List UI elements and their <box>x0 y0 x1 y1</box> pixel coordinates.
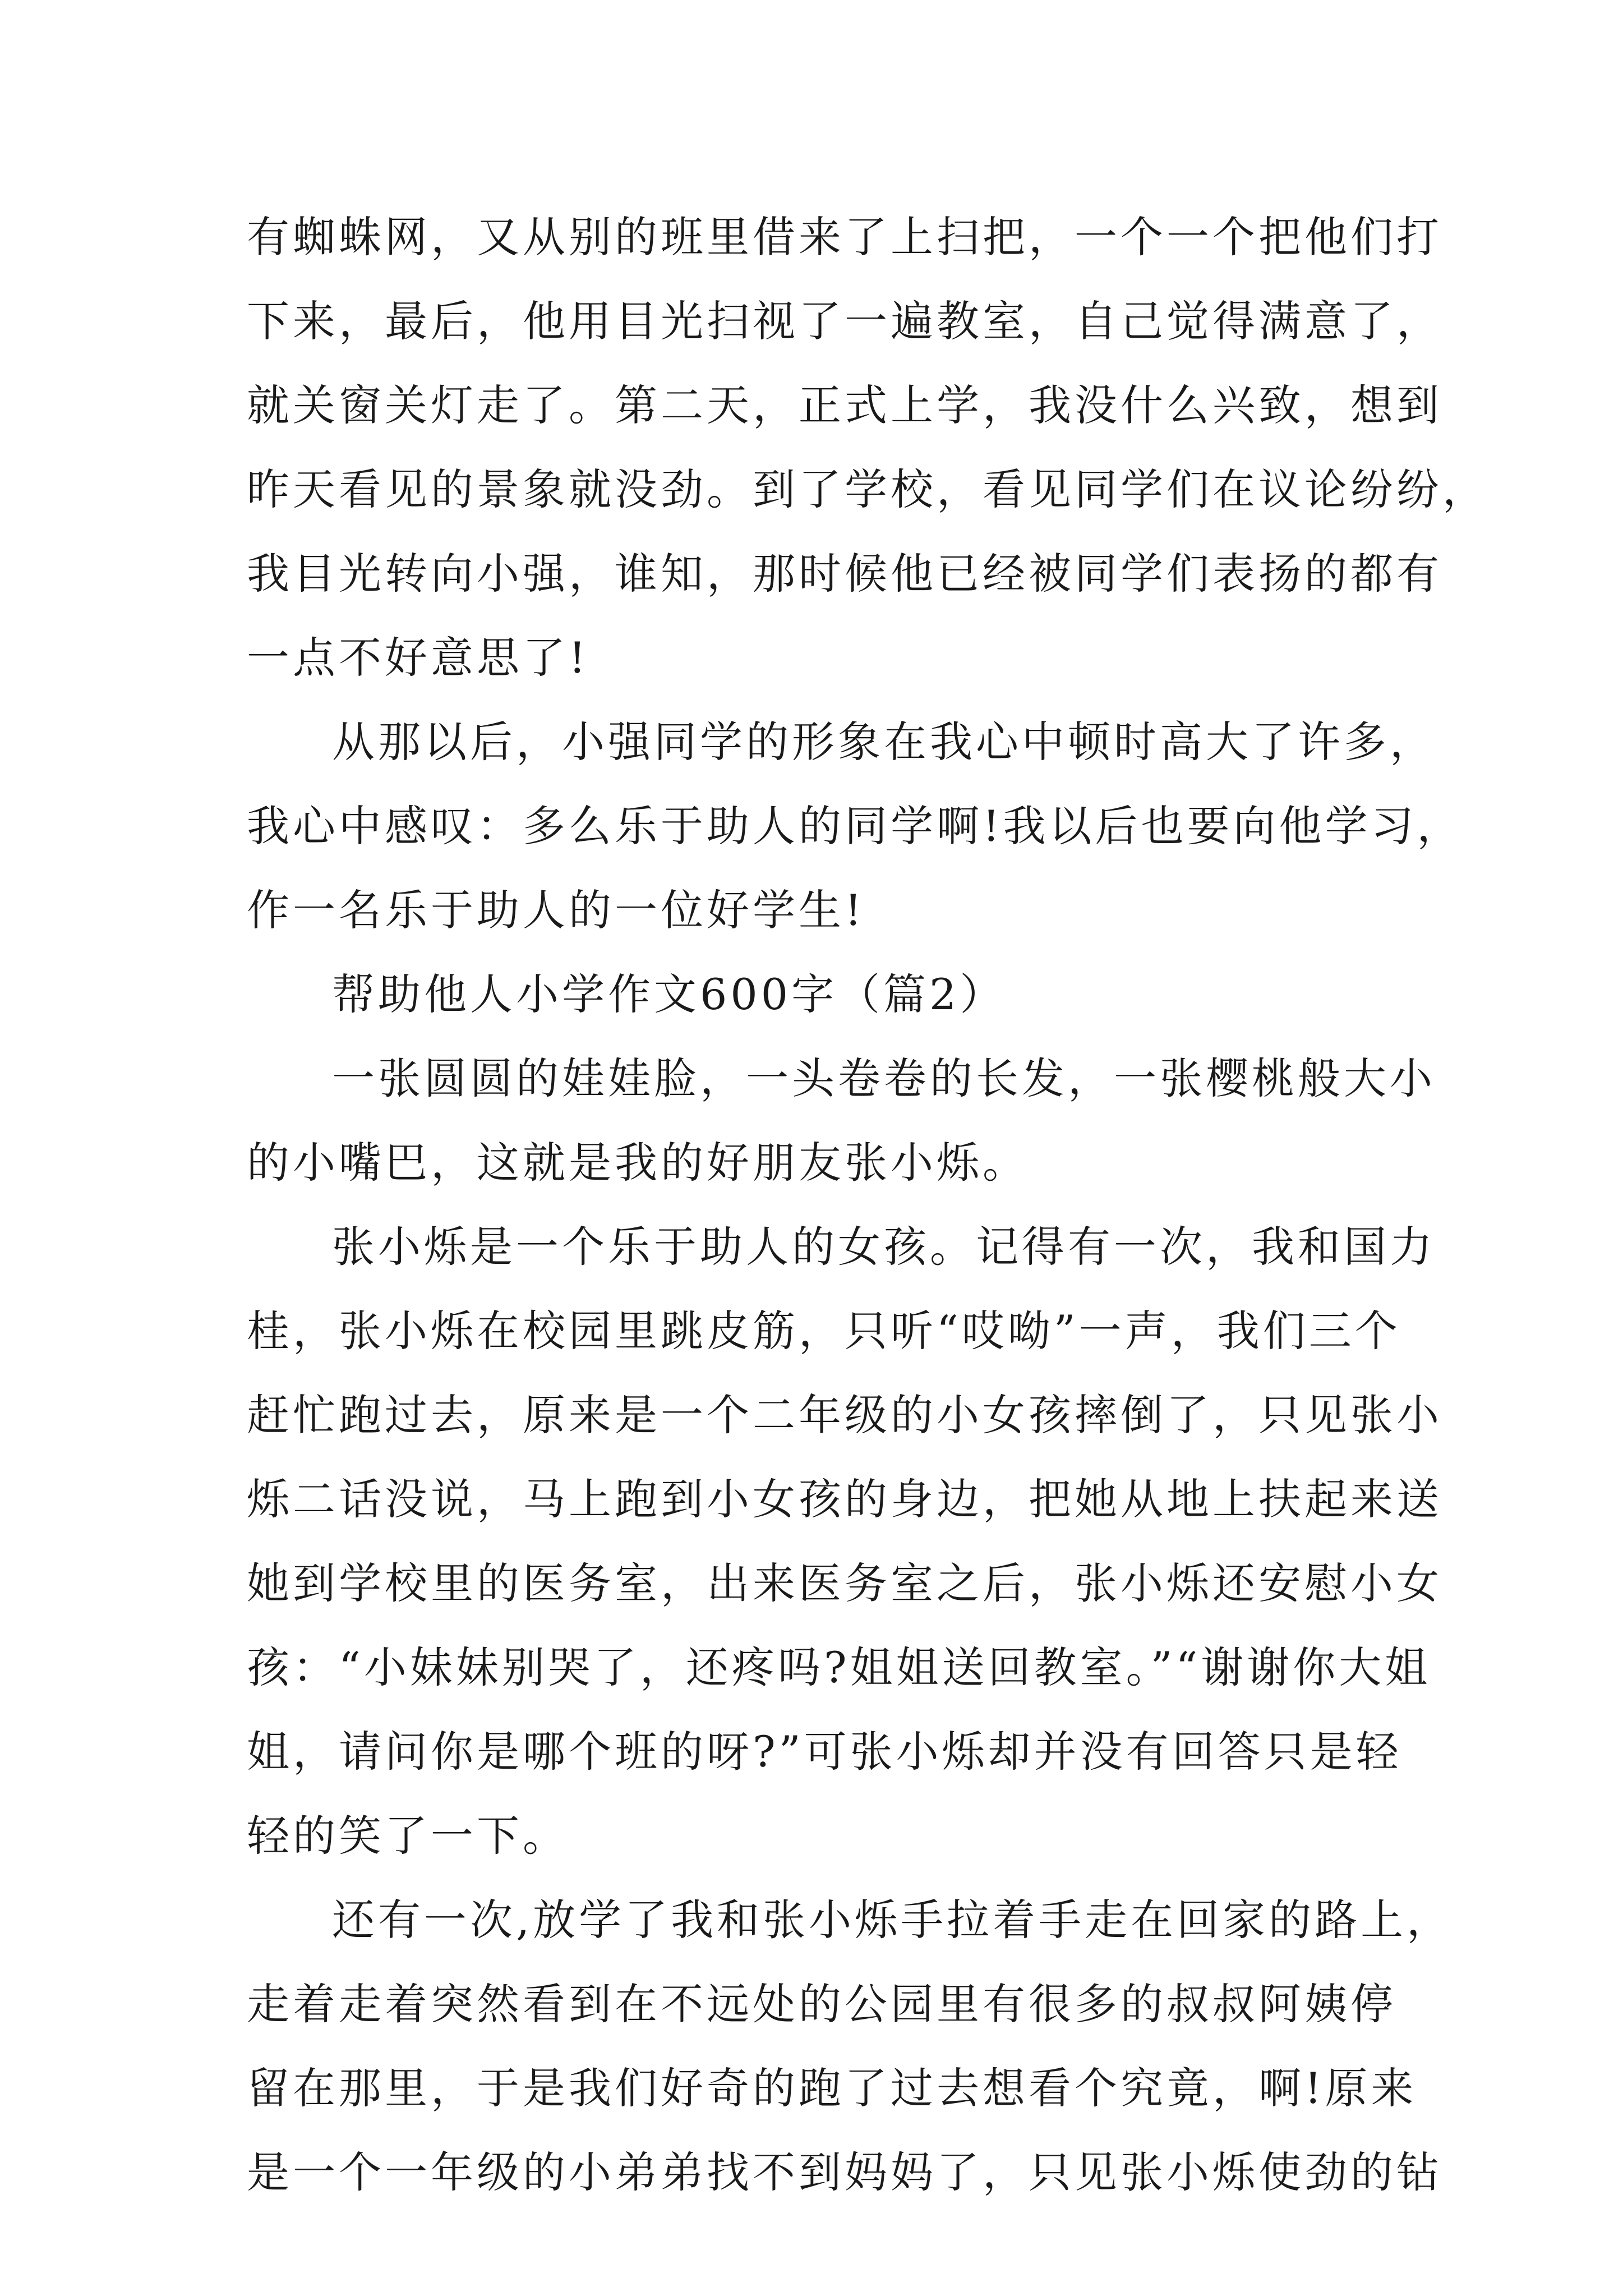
text-line: 赶忙跑过去，原来是一个二年级的小女孩摔倒了，只见张小 <box>247 1390 1442 1440</box>
text-line: 一点不好意思了! <box>247 633 589 683</box>
text-line: 的小嘴巴，这就是我的好朋友张小烁。 <box>247 1138 1029 1188</box>
text-line: 帮助他人小学作文600字（篇2） <box>332 969 1006 1019</box>
text-line: 烁二话没说，马上跑到小女孩的身边，把她从地上扶起来送 <box>247 1474 1442 1524</box>
text-line: 一张圆圆的娃娃脸，一头卷卷的长发，一张樱桃般大小 <box>332 1053 1436 1103</box>
text-line: 桂，张小烁在校园里跳皮筋，只听“哎呦”一声，我们三个 <box>247 1306 1401 1356</box>
text-line: 走着走着突然看到在不远处的公园里有很多的叔叔阿姨停 <box>247 1979 1396 2029</box>
text-line: 是一个一年级的小弟弟找不到妈妈了，只见张小烁使劲的钻 <box>247 2147 1442 2197</box>
text-line: 作一名乐于助人的一位好学生! <box>247 885 865 935</box>
text-line: 张小烁是一个乐于助人的女孩。记得有一次，我和国力 <box>332 1222 1436 1272</box>
text-line: 孩：“小妹妹别哭了，还疼吗?姐姐送回教室。”“谢谢你大姐 <box>247 1642 1431 1692</box>
text-line: 我目光转向小强，谁知，那时候他已经被同学们表扬的都有 <box>247 549 1442 599</box>
text-line: 从那以后，小强同学的形象在我心中顿时高大了许多， <box>332 717 1436 767</box>
text-line: 有蜘蛛网，又从别的班里借来了上扫把，一个一个把他们打 <box>247 212 1442 262</box>
text-line: 下来，最后，他用目光扫视了一遍教室，自己觉得满意了， <box>247 296 1442 346</box>
text-line: 姐，请问你是哪个班的呀?”可张小烁却并没有回答只是轻 <box>247 1727 1402 1777</box>
essay-body <box>247 195 1488 2215</box>
text-line: 就关窗关灯走了。第二天，正式上学，我没什么兴致，想到 <box>247 380 1442 430</box>
text-line: 轻的笑了一下。 <box>247 1811 569 1861</box>
text-line: 她到学校里的医务室，出来医务室之后，张小烁还安慰小女 <box>247 1558 1442 1608</box>
text-line: 还有一次,放学了我和张小烁手拉着手走在回家的路上， <box>332 1895 1453 1945</box>
text-line: 昨天看见的景象就没劲。到了学校，看见同学们在议论纷纷， <box>247 464 1488 514</box>
text-line: 我心中感叹：多么乐于助人的同学啊!我以后也要向他学习， <box>247 801 1463 851</box>
text-line: 留在那里，于是我们好奇的跑了过去想看个究竟，啊!原来 <box>247 2063 1417 2113</box>
